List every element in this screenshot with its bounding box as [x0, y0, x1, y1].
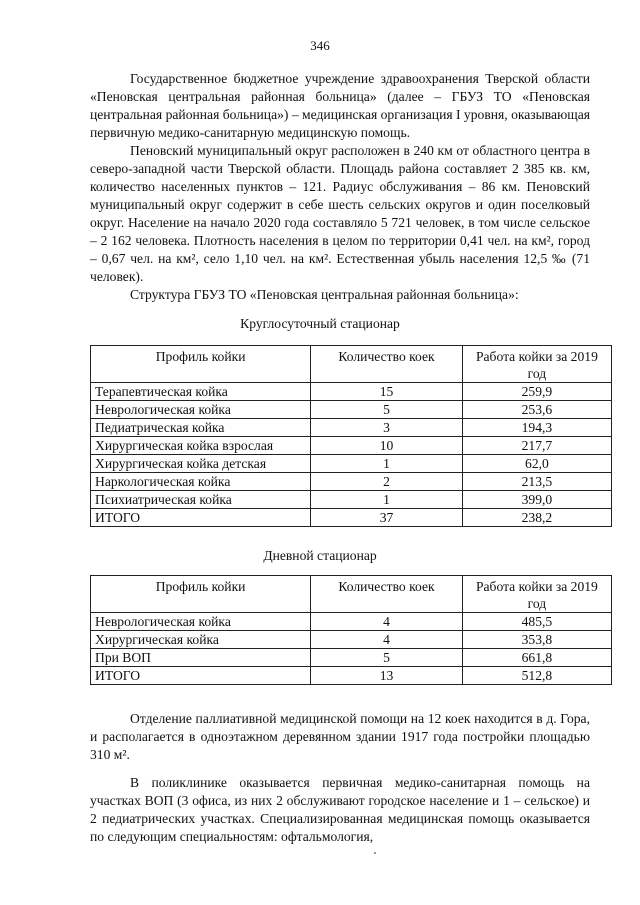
table2-title: Дневной стационар [263, 548, 377, 563]
cell-count: 5 [311, 649, 463, 667]
paragraph-structure: Структура ГБУЗ ТО «Пеновская центральная районная больница»: [130, 287, 519, 302]
cell-work: 253,6 [462, 401, 611, 419]
table-day-care [90, 575, 612, 685]
page-number: 346 [310, 38, 330, 53]
closing-text [90, 710, 590, 846]
table-row [91, 473, 612, 491]
cell-profile: Наркологическая койка [91, 473, 311, 491]
cell-profile: При ВОП [91, 649, 311, 667]
cell-work: 217,7 [462, 437, 611, 455]
cell-work: 353,8 [462, 631, 611, 649]
table1-body [91, 383, 612, 527]
scan-speck [374, 852, 376, 854]
table1-header-profile: Профиль койки [91, 346, 311, 383]
cell-profile: Педиатрическая койка [91, 419, 311, 437]
cell-count: 5 [311, 401, 463, 419]
table-row [91, 649, 612, 667]
cell-count: 4 [311, 613, 463, 631]
table-round-the-clock [90, 345, 612, 527]
paragraph-institution: Государственное бюджетное учреждение здравоохранения Тверской области «Пеновская центральная районная больница» (далее – ГБУЗ ТО «Пеновская центральная районная больница») – медицинская организация I уровня, оказывающая первичную медико-санитарную медицинскую помощь. [90, 71, 590, 140]
cell-work: 512,8 [462, 667, 611, 685]
table2-header-count: Количество коек [311, 576, 463, 613]
table1-header-count: Количество коек [311, 346, 463, 383]
table2-header-row [91, 576, 612, 613]
table-row [91, 613, 612, 631]
table-row [91, 401, 612, 419]
table2-header-profile: Профиль койки [91, 576, 311, 613]
cell-profile: ИТОГО [91, 667, 311, 685]
table-row [91, 419, 612, 437]
table-row [91, 491, 612, 509]
cell-count: 4 [311, 631, 463, 649]
table1-title: Круглосуточный стационар [240, 316, 400, 331]
cell-profile: Неврологическая койка [91, 613, 311, 631]
cell-profile: Хирургическая койка детская [91, 455, 311, 473]
cell-work: 238,2 [462, 509, 611, 527]
paragraph-polyclinic: В поликлинике оказывается первичная медико-санитарная помощь на участках ВОП (3 офиса, из них 2 обслуживают городское население и 1 – сельское) и 2 педиатрических участках. Специализированная медицинская помощь оказывается по следующим специальностям: офтальмология, [90, 775, 590, 844]
cell-profile: Неврологическая койка [91, 401, 311, 419]
table-row [91, 631, 612, 649]
cell-work: 62,0 [462, 455, 611, 473]
cell-count: 37 [311, 509, 463, 527]
table-row [91, 509, 612, 527]
table-row [91, 383, 612, 401]
paragraph-palliative: Отделение паллиативной медицинской помощи на 12 коек находится в д. Гора, и располагается в одноэтажном деревянном здании 1917 года постройки площадью 310 м². [90, 711, 590, 762]
paragraph-district: Пеновский муниципальный округ расположен в 240 км от областного центра в северо-западной части Тверской области. Площадь района составляет 2 385 кв. км, количество населенных пунктов – 121. Радиус обслуживания – 86 км. Пеновский муниципальный округ содержит в себе шесть сельских округов и один поселковый округ. Население на начало 2020 года составляло 5 721 человек, в том числе сельское – 2 162 человека. Плотность населения в целом по территории 0,41 чел. на км², город – 0,67 чел. на км², село 1,10 чел. на км². Естественная убыль населения 12,5 ‰ (71 человек). [90, 143, 590, 284]
table-row [91, 667, 612, 685]
cell-profile: Хирургическая койка взрослая [91, 437, 311, 455]
cell-count: 1 [311, 491, 463, 509]
table2-body [91, 613, 612, 685]
cell-count: 1 [311, 455, 463, 473]
cell-work: 194,3 [462, 419, 611, 437]
table-row [91, 437, 612, 455]
cell-profile: ИТОГО [91, 509, 311, 527]
cell-count: 15 [311, 383, 463, 401]
table2-header-work: Работа койки за 2019 год [462, 576, 611, 613]
cell-profile: Хирургическая койка [91, 631, 311, 649]
cell-count: 2 [311, 473, 463, 491]
cell-profile: Психиатрическая койка [91, 491, 311, 509]
cell-profile: Терапевтическая койка [91, 383, 311, 401]
table-row [91, 455, 612, 473]
cell-work: 399,0 [462, 491, 611, 509]
table1-header-work: Работа койки за 2019 год [462, 346, 611, 383]
cell-count: 13 [311, 667, 463, 685]
table1-header-row [91, 346, 612, 383]
cell-work: 259,9 [462, 383, 611, 401]
cell-count: 3 [311, 419, 463, 437]
cell-work: 485,5 [462, 613, 611, 631]
cell-work: 661,8 [462, 649, 611, 667]
cell-work: 213,5 [462, 473, 611, 491]
intro-text [90, 70, 590, 304]
cell-count: 10 [311, 437, 463, 455]
